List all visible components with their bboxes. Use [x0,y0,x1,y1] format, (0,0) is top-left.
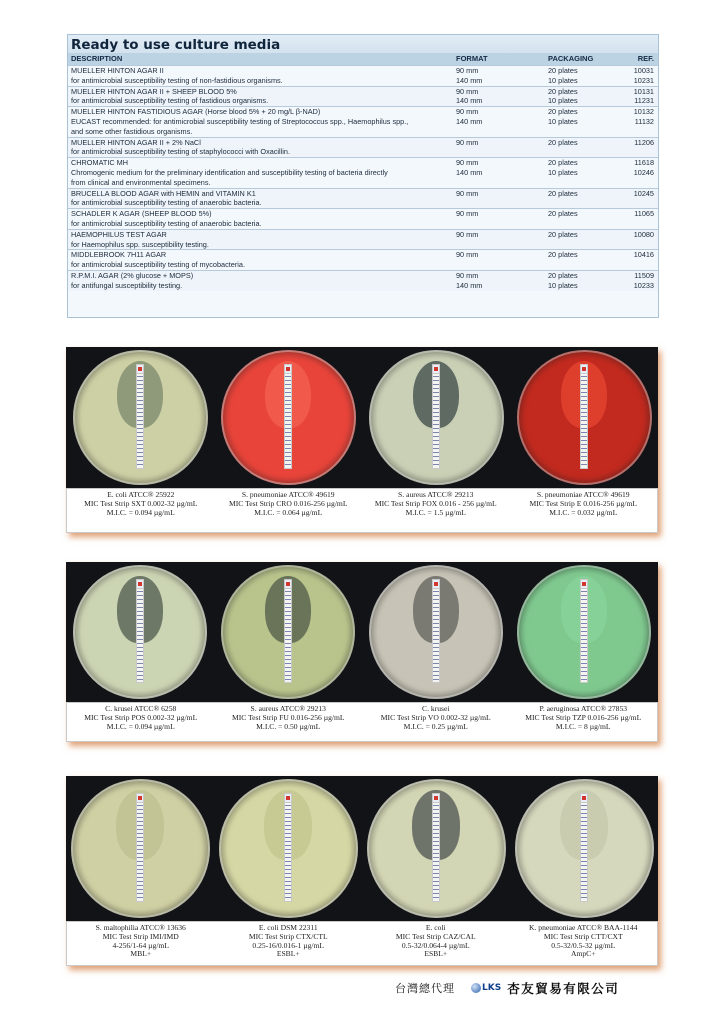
caption-line: S. aureus ATCC® 29213 [250,704,326,713]
table-row [68,249,658,270]
cell-line: 20 plates [548,66,578,75]
cell-line: MUELLER HINTON AGAR II + SHEEP BLOOD 5% [71,86,237,96]
row-format [456,230,548,250]
row-packaging [548,66,620,86]
row-ref [620,209,658,229]
caption-line: M.I.C. = 0.064 µg/mL [254,507,323,517]
caption-line: S. pneumoniae ATCC® 49619 [536,490,630,499]
caption-line: MIC Test Strip CAZ/CAL [395,931,476,941]
cell-line: 90 mm [456,107,479,117]
cell-line: 10080 [633,229,654,239]
mic-test-strip [432,793,440,902]
row-description [68,66,456,86]
caption-line: MBL+ [130,949,152,959]
cell-line: 90 mm [456,158,479,168]
caption-line: MIC Test Strip CRO 0.016-256 µg/mL [229,498,348,508]
strip-label [136,579,144,589]
row-description [68,209,456,229]
row-format [456,209,548,229]
caption-line: MIC Test Strip CTX/CTL [248,931,328,941]
mic-test-strip [580,793,588,902]
cell-line: 10231 [633,75,654,85]
row-ref [620,189,658,209]
strip-label [432,579,440,589]
row-description [68,138,456,158]
table-row [68,270,658,291]
cell-line: 140 mm [456,96,483,106]
row-format [456,107,548,136]
table-body [68,65,658,291]
plate-caption [215,489,363,532]
panel-photos [66,776,658,921]
row-format [456,87,548,107]
row-ref [620,271,658,291]
caption-line: MIC Test Strip SXT 0.002-32 µg/mL [84,498,198,508]
cell-line: MUELLER HINTON AGAR II + 2% NaCl [71,137,201,147]
cell-line: 10416 [633,250,654,260]
caption-line: MIC Test Strip IMI/IMD [102,931,179,941]
cell-line: 20 plates [548,107,578,117]
panel-photos [66,347,658,488]
distributor-label: 台灣總代理 [395,982,455,995]
mic-test-strip [136,579,144,683]
plate-caption [67,703,215,741]
cell-line: for antimicrobial susceptibility testing of mycobacteria. [71,260,245,270]
caption-line: K. pneumoniae ATCC® BAA-1144 [529,923,638,932]
strip-label [136,364,144,374]
caption-line: M.I.C. = 0.032 µg/mL [549,507,618,517]
cell-line: 20 plates [548,229,578,239]
strip-label [284,579,292,589]
cell-line: 10 plates [548,167,578,177]
row-packaging [548,189,620,209]
cell-line: from clinical and environmental specimens. [71,177,211,187]
caption-line: C. krusei ATCC® 6258 [105,704,177,713]
row-description [68,107,456,136]
cell-line: 11132 [634,116,654,126]
cell-line: 90 mm [456,229,479,239]
mic-test-strip [432,364,440,469]
header-ref: REF. [637,54,654,63]
cell-line: 10245 [633,188,654,198]
cell-line: 11509 [634,270,654,280]
plate-caption [362,703,510,741]
caption-line: 0.5-32/0.5-32 µg/mL [551,940,616,950]
plate-caption [362,489,510,532]
distributor-footer [395,978,660,998]
cell-line: for antimicrobial susceptibility testing of anaerobic bacteria. [71,198,262,208]
cell-line: 20 plates [548,209,578,219]
table-row [68,86,658,107]
cell-line: 20 plates [548,86,578,96]
strip-label [432,364,440,374]
cell-line: 20 plates [548,137,578,147]
cell-line: 20 plates [548,270,578,280]
caption-line: ESBL+ [276,949,300,959]
row-format [456,138,548,158]
row-format [456,189,548,209]
cell-line: 10131 [633,86,654,96]
cell-line: 90 mm [456,270,479,280]
plate-panel-1 [66,347,658,533]
cell-line: SCHADLER K AGAR (SHEEP BLOOD 5%) [71,209,212,219]
cell-line: R.P.M.I. AGAR (2% glucose + MOPS) [71,270,194,280]
caption-line: MIC Test Strip VO 0.002-32 µg/mL [380,712,491,722]
mic-test-strip [580,579,588,683]
cell-line: for antimicrobial susceptibility testing of staphylococci with Oxacillin. [71,147,290,157]
table-title: Ready to use culture media [68,35,658,53]
header-packaging: PACKAGING [548,54,594,63]
cell-line: 10 plates [548,280,578,290]
cell-line: 140 mm [456,280,483,290]
plate-panel-2 [66,562,658,742]
row-format [456,158,548,187]
strip-label [284,793,292,803]
table-row [68,106,658,136]
cell-line: 140 mm [456,116,483,126]
cell-line: for Haemophilus spp. susceptibility testing. [71,239,209,249]
panel-photos [66,562,658,702]
row-description [68,87,456,107]
row-packaging [548,87,620,107]
mic-test-strip [136,364,144,469]
caption-line: M.I.C. = 0.094 µg/mL [106,721,175,731]
mic-test-strip [432,579,440,683]
cell-line: 10132 [633,107,654,117]
cell-line: 10 plates [548,96,578,106]
cell-line: 10031 [633,66,654,75]
plate-caption [510,489,658,532]
plate-panel-3 [66,776,658,966]
caption-line: MIC Test Strip POS 0.002-32 µg/mL [84,712,198,722]
cell-line: 90 mm [456,66,479,75]
row-ref [620,250,658,270]
caption-line: M.I.C. = 8 µg/mL [555,721,611,731]
strip-label [136,793,144,803]
cell-line: MUELLER HINTON FASTIDIOUS AGAR (Horse blood 5% + 20 mg/L β-NAD) [71,107,321,117]
caption-line: 0.25-16/0.016-1 µg/mL [252,940,325,950]
cell-line: 90 mm [456,188,479,198]
strip-label [580,579,588,589]
plate-caption [510,703,658,741]
cell-line: CHROMATIC MH [71,158,129,168]
caption-line: M.I.C. = 0.50 µg/mL [256,721,321,731]
cell-line: 10233 [633,280,654,290]
culture-media-table [67,34,659,318]
row-ref [620,107,658,136]
caption-line: MIC Test Strip TZP 0.016-256 µg/mL [525,712,642,722]
table-row [68,188,658,209]
mic-test-strip [580,364,588,469]
row-ref [620,66,658,86]
cell-line: and some other fastidious organisms. [71,126,193,136]
caption-line: MIC Test Strip FU 0.016-256 µg/mL [231,712,345,722]
row-description [68,250,456,270]
row-description [68,189,456,209]
caption-line: P. aeruginosa ATCC® 27853 [539,704,628,713]
caption-line: E. coli [425,923,446,932]
caption-line: E. coli ATCC® 25922 [107,490,175,499]
plate-caption [510,922,658,965]
row-packaging [548,271,620,291]
header-description: DESCRIPTION [71,54,123,63]
mic-test-strip [136,793,144,902]
plate-caption [362,922,510,965]
cell-line: EUCAST recommended: for antimicrobial susceptibility testing of Streptococcus spp., Haemophilus spp., [71,116,409,126]
plate-caption [215,703,363,741]
cell-line: 90 mm [456,137,479,147]
panel-captions [66,921,658,966]
cell-line: HAEMOPHILUS TEST AGAR [71,229,167,239]
plate-caption [215,922,363,965]
cell-line: 20 plates [548,188,578,198]
cell-line: 20 plates [548,158,578,168]
cell-line: MIDDLEBROOK 7H11 AGAR [71,250,167,260]
caption-line: C. krusei [422,704,450,713]
caption-line: MIC Test Strip CTT/CXT [543,931,623,941]
plate-caption [67,489,215,532]
cell-line: 90 mm [456,209,479,219]
caption-line: 4-256/1-64 µg/mL [112,940,169,950]
cell-line: 90 mm [456,250,479,260]
cell-line: Chromogenic medium for the preliminary identification and susceptibility testing of bacteria directly [71,167,388,177]
cell-line: 90 mm [456,86,479,96]
logo-text: LKS [482,983,502,993]
row-ref [620,158,658,187]
cell-line: 20 plates [548,250,578,260]
table-header-row [68,53,658,65]
strip-label [580,793,588,803]
row-packaging [548,107,620,136]
row-packaging [548,138,620,158]
caption-line: ESBL+ [424,949,448,959]
panel-captions [66,488,658,533]
table-row [68,208,658,229]
caption-line: 0.5-32/0.064-4 µg/mL [401,940,470,950]
row-ref [620,138,658,158]
row-format [456,250,548,270]
globe-icon [471,983,481,993]
cell-line: MUELLER HINTON AGAR II [71,66,164,75]
strip-label [580,364,588,374]
strip-label [432,793,440,803]
caption-line: S. maltophilia ATCC® 13636 [95,923,186,932]
row-packaging [548,158,620,187]
cell-line: for antimicrobial susceptibility testing of fastidious organisms. [71,96,269,106]
cell-line: 11618 [634,158,654,168]
cell-line: 140 mm [456,75,483,85]
row-description [68,158,456,187]
table-row [68,137,658,158]
caption-line: M.I.C. = 0.25 µg/mL [403,721,468,731]
cell-line: 11065 [634,209,654,219]
row-format [456,271,548,291]
caption-line: MIC Test Strip E 0.016-256 µg/mL [529,498,637,508]
cell-line: 10 plates [548,116,578,126]
caption-line: S. aureus ATCC® 29213 [398,490,474,499]
cell-line: 10246 [633,167,654,177]
lks-logo [471,983,501,993]
cell-line: for antimicrobial susceptibility testing of non-fastidious organisms. [71,75,283,85]
row-ref [620,87,658,107]
company-name: 杏友貿易有限公司 [507,981,620,996]
cell-line: 10 plates [548,75,578,85]
row-packaging [548,209,620,229]
caption-line: MIC Test Strip FOX 0.016 - 256 µg/mL [374,498,497,508]
caption-line: M.I.C. = 0.094 µg/mL [106,507,175,517]
caption-line: M.I.C. = 1.5 µg/mL [405,507,466,517]
row-format [456,66,548,86]
row-packaging [548,230,620,250]
cell-line: 11206 [634,137,654,147]
row-description [68,230,456,250]
caption-line: E. coli DSM 22311 [258,923,318,932]
table-row [68,65,658,86]
mic-test-strip [284,793,292,902]
plate-caption [67,922,215,965]
header-format: FORMAT [456,54,488,63]
row-description [68,271,456,291]
table-row [68,229,658,250]
caption-line: AmpC+ [570,949,596,959]
strip-label [284,364,292,374]
mic-test-strip [284,579,292,683]
cell-line: for antimicrobial susceptibility testing of anaerobic bacteria. [71,218,262,228]
cell-line: for antifungal susceptibility testing. [71,280,183,290]
cell-line: BRUCELLA BLOOD AGAR with HEMIN and VITAMIN K1 [71,188,256,198]
cell-line: 11231 [634,96,654,106]
mic-test-strip [284,364,292,469]
row-packaging [548,250,620,270]
caption-line: S. pneumoniae ATCC® 49619 [241,490,335,499]
cell-line: 140 mm [456,167,483,177]
panel-captions [66,702,658,742]
row-ref [620,230,658,250]
table-row [68,157,658,187]
